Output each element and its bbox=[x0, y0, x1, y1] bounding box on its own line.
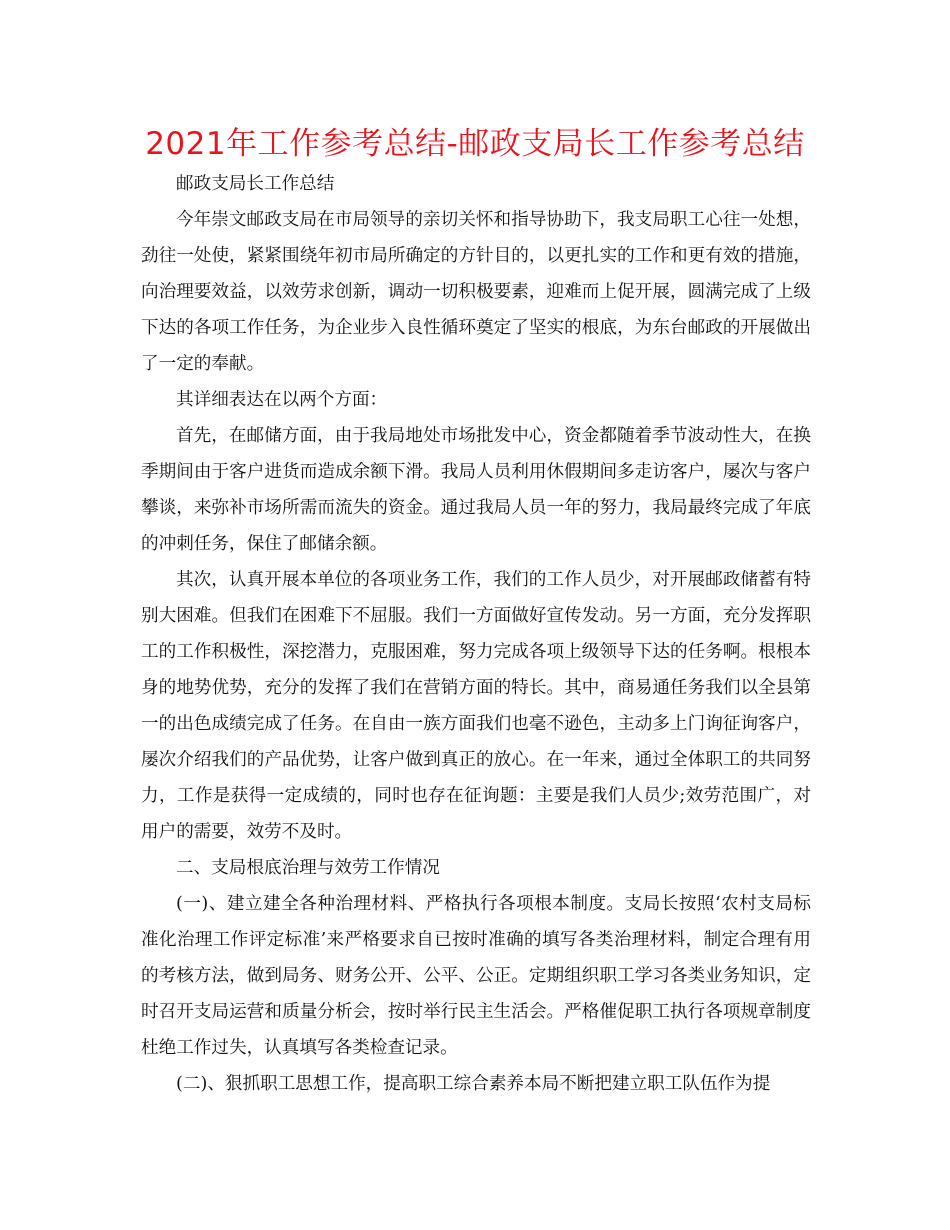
paragraph-system-building: (一)、建立建全各种治理材料、严格执行各项根本制度。支局长按照‘农村支局标准化治理工作评定标准’来严格要求自已按时准确的填写各类治理材料，制定合理有用的考核方法，做到局务、财务公开、公平、公正。定期组织职工学习各类业务知识，定时召开支局运营和质量分析会，按时举行民主生活会。严格催促职工执行各项规章制度杜绝工作过失，认真填写各类检查记录。 bbox=[141, 894, 811, 1058]
paragraph-aspects-heading: 其详细表达在以两个方面： bbox=[176, 390, 388, 410]
paragraph-intro: 今年崇文邮政支局在市局领导的亲切关怀和指导协助下，我支局职工心往一处想，劲往一处使，紧紧围绕年初市局所确定的方针目的，以更扎实的工作和更有效的措施，向治理要效益，以效劳求创新，调动一切积极要素，迎难而上促开展，圆满完成了上级下达的各项工作任务，为企业步入良性循环奠定了坚实的根底，为东台邮政的开展做出了一定的奉献。 bbox=[141, 210, 811, 374]
paragraph-savings: 首先，在邮储方面，由于我局地处市场批发中心，资金都随着季节波动性大，在换季期间由于客户进货而造成余额下滑。我局人员利用休假期间多走访客户，屡次与客户攀谈，来弥补市场所需而流失的资金。通过我局人员一年的努力，我局最终完成了年底的冲刺任务，保住了邮储余额。 bbox=[141, 426, 811, 554]
paragraph-staff-ideology: (二)、狠抓职工思想工作，提高职工综合素养本局不断把建立职工队伍作为提 bbox=[176, 1074, 771, 1094]
document-body bbox=[141, 166, 811, 1102]
paragraph-subtitle: 邮政支局长工作总结 bbox=[176, 174, 335, 194]
section-heading-management: 二、支局根底治理与效劳工作情况 bbox=[176, 858, 440, 878]
document-title: 2021年工作参考总结-邮政支局长工作参考总结 bbox=[145, 126, 805, 162]
paragraph-business: 其次，认真开展本单位的各项业务工作，我们的工作人员少，对开展邮政储蓄有特别大困难。但我们在困难下不屈服。我们一方面做好宣传发动。另一方面，充分发挥职工的工作积极性，深挖潜力，克服困难，努力完成各项上级领导下达的任务啊。根根本身的地势优势，充分的发挥了我们在营销方面的特长。其中，商易通任务我们以全县第一的出色成绩完成了任务。在自由一族方面我们也毫不逊色，主动多上门询征询客户，屡次介绍我们的产品优势，让客户做到真正的放心。在一年来，通过全体职工的共同努力，工作是获得一定成绩的，同时也存在征询题：主要是我们人员少;效劳范围广，对用户的需要，效劳不及时。 bbox=[141, 570, 811, 842]
